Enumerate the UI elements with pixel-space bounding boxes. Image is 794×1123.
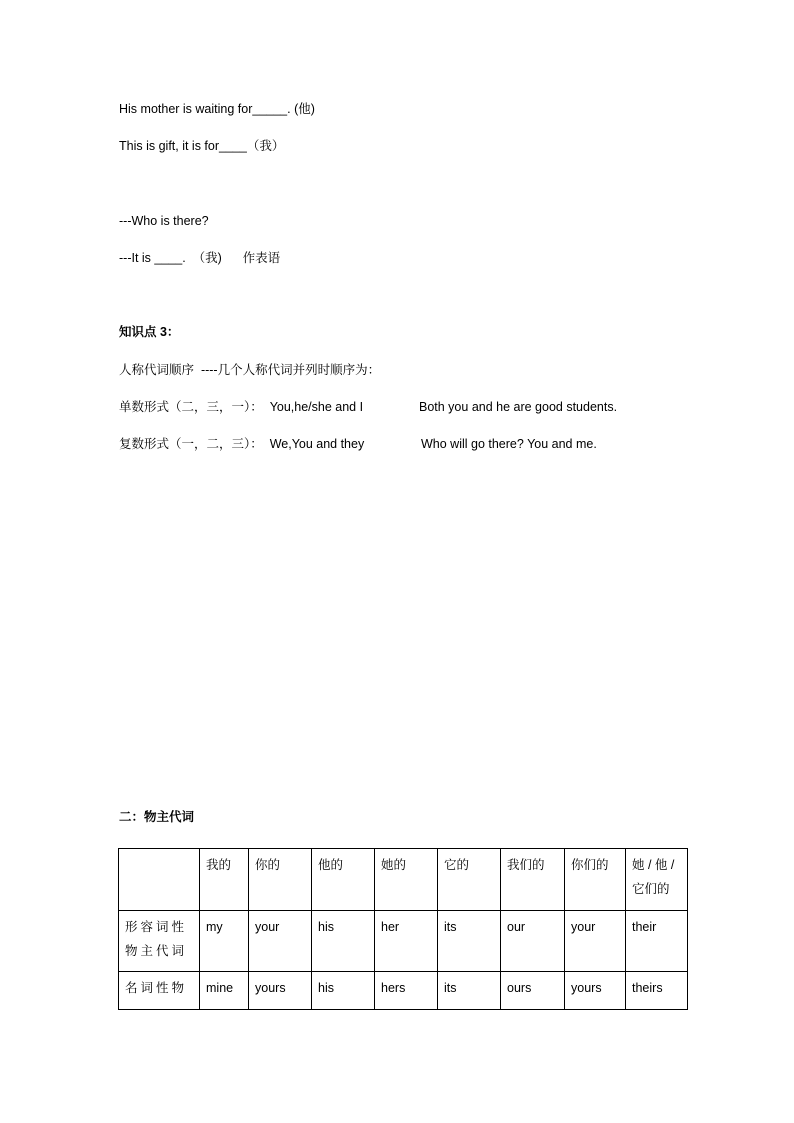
knowledge-point-3-heading: 知识点 3： [119, 325, 180, 339]
pronoun-order-intro: 人称代词顺序 ----几个人称代词并列时顺序为： [119, 363, 381, 377]
table-cell: yours [565, 972, 626, 1010]
table-cell: 他的 [312, 849, 375, 911]
plural-form-example: Who will go there? You and me. [421, 437, 597, 451]
possessive-pronoun-table [118, 848, 688, 1010]
table-cell: their [626, 911, 688, 972]
table-cell: his [312, 972, 375, 1010]
table-cell: mine [200, 972, 249, 1010]
table-cell: 它的 [438, 849, 501, 911]
table-cell: his [312, 911, 375, 972]
table-cell: theirs [626, 972, 688, 1010]
row-label: 形容词性物主代词 [119, 911, 200, 972]
table-cell [119, 849, 200, 911]
table-cell: 我的 [200, 849, 249, 911]
table-cell: its [438, 911, 501, 972]
section-2-heading: 二：物主代词 [119, 810, 195, 824]
table-cell: your [249, 911, 312, 972]
table-row [119, 911, 688, 972]
exercise-line-2: This is gift, it is for____（我） [119, 139, 285, 153]
singular-form-rule: 单数形式（二，三，一）： You,he/she and I [119, 400, 364, 414]
table-cell: 她 / 他 / 它们的 [626, 849, 688, 911]
table-cell: your [565, 911, 626, 972]
table-cell: her [375, 911, 438, 972]
row-label: 名词性物 [119, 972, 200, 1010]
table-header-row [119, 849, 688, 911]
table-cell: my [200, 911, 249, 972]
table-cell: 她的 [375, 849, 438, 911]
table-cell: ours [501, 972, 565, 1010]
table-row [119, 972, 688, 1010]
table-cell: 我们的 [501, 849, 565, 911]
table-cell: its [438, 972, 501, 1010]
table-cell: 你的 [249, 849, 312, 911]
dialog-answer: ---It is ____. （我) 作表语 [119, 251, 281, 265]
table-cell: 你们的 [565, 849, 626, 911]
dialog-question: ---Who is there? [119, 214, 209, 228]
exercise-line-1: His mother is waiting for_____. (他) [119, 102, 315, 116]
table-cell: yours [249, 972, 312, 1010]
singular-form-example: Both you and he are good students. [419, 400, 618, 414]
table-cell: our [501, 911, 565, 972]
table-cell: hers [375, 972, 438, 1010]
plural-form-rule: 复数形式（一，二，三）： We,You and they [119, 437, 365, 451]
